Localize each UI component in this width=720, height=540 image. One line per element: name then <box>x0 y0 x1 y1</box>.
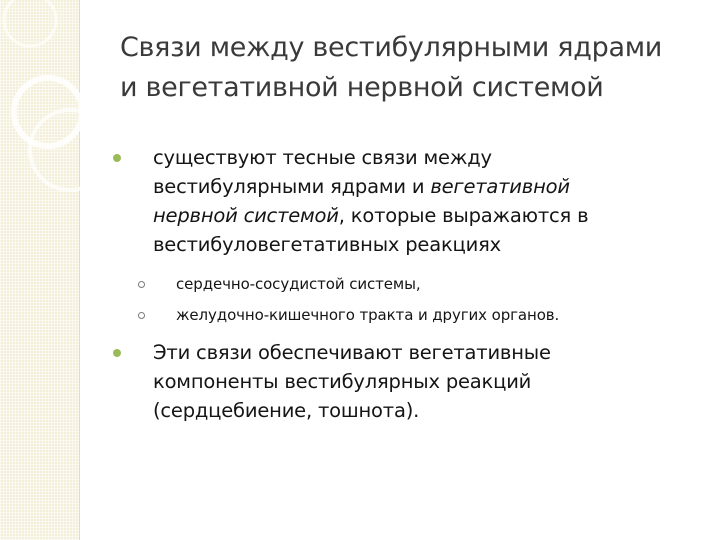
paragraph-1-line-3 <box>153 201 588 230</box>
paragraph-1-line-4: вестибуловегетативных реакциях <box>153 233 501 256</box>
sub-item-2: желудочно-кишечного тракта и других органов. <box>176 306 560 324</box>
paragraph-2-line-3: (сердцебиение, тошнота). <box>153 399 420 422</box>
title-line-1: Связи между вестибулярными ядрами <box>120 32 663 63</box>
paragraph-1-line-2 <box>153 172 588 201</box>
line-3-text: , которые выражаются в <box>338 204 589 227</box>
sub-bullet-marker-2 <box>138 312 145 319</box>
bullet-paragraph-1 <box>153 143 588 259</box>
title-line-2: и вегетативной нервной системой <box>120 72 604 103</box>
decorative-circles <box>0 0 120 200</box>
bullet-marker-1 <box>113 154 121 162</box>
bullet-paragraph-2 <box>153 338 551 425</box>
line-3-italic-text: нервной системой <box>153 204 339 227</box>
bullet-marker-2 <box>113 349 121 357</box>
line-2-italic-text: вегетативной <box>430 175 570 198</box>
sub-bullet-marker-1 <box>138 281 145 288</box>
line-2-text: вестибулярными ядрами и <box>153 175 431 198</box>
paragraph-2-line-2: компоненты вестибулярных реакций <box>153 370 532 393</box>
sub-item-1: сердечно-сосудистой системы, <box>176 275 421 293</box>
slide-title <box>120 28 700 108</box>
paragraph-1-line-1: существуют тесные связи между <box>153 146 492 169</box>
paragraph-2-line-1: Эти связи обеспечивают вегетативные <box>153 341 551 364</box>
